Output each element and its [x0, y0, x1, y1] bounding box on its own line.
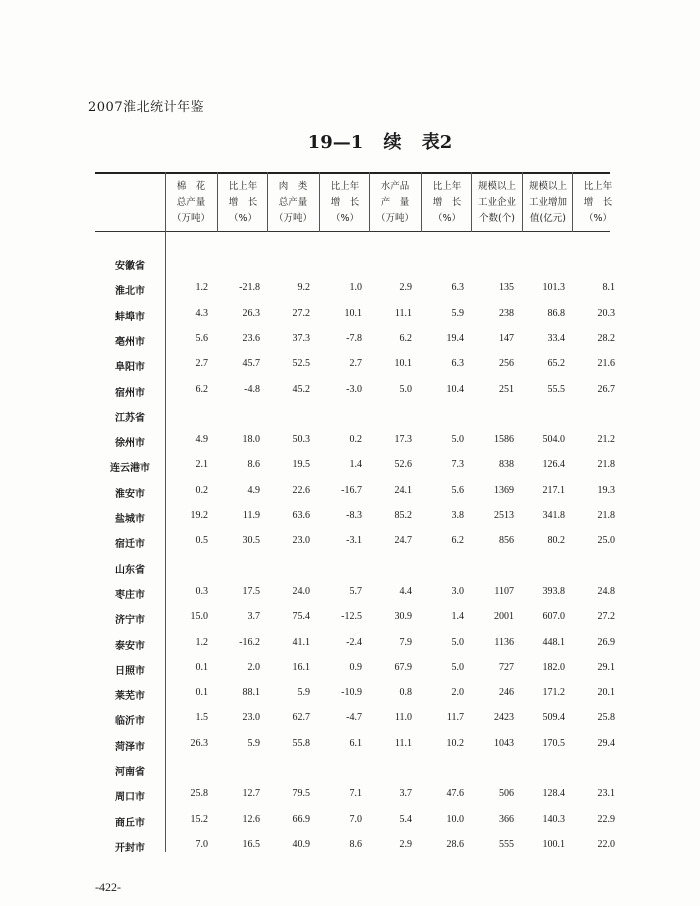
table-cell: 19.4 — [446, 332, 464, 344]
table-cell: 1.4 — [451, 611, 464, 623]
table-cell: 33.4 — [547, 332, 565, 344]
table-cell: -7.8 — [346, 332, 362, 344]
table-row — [95, 282, 615, 302]
table-cell: -10.9 — [341, 687, 362, 699]
table-cell: 26.3 — [190, 737, 208, 749]
table-cell: -2.4 — [346, 636, 362, 648]
table-cell: 85.2 — [394, 510, 412, 521]
table-cell: 8.6 — [247, 459, 260, 471]
table-row — [95, 788, 615, 808]
column-header-line: 棉 花 — [176, 181, 206, 192]
column-header — [320, 179, 370, 229]
table-cell: 171.2 — [542, 687, 565, 699]
table-cell: 1.4 — [349, 459, 362, 471]
table-row — [95, 510, 615, 530]
table-cell: 509.4 — [542, 712, 565, 724]
table-cell: 27.2 — [292, 307, 310, 319]
province-row — [95, 257, 610, 277]
city-label: 淮北市 — [115, 286, 145, 298]
table-cell: 2.9 — [399, 838, 412, 850]
city-label: 宿州市 — [115, 387, 145, 399]
table-cell: 182.0 — [542, 661, 565, 673]
table-row — [95, 484, 615, 505]
column-header-line: 增 长 — [330, 197, 360, 208]
table-cell: 2.1 — [195, 459, 208, 471]
province-label: 河南省 — [115, 767, 145, 778]
table-cell: 26.3 — [242, 307, 260, 319]
column-header-line: 增 长 — [228, 197, 258, 208]
table-cell: 2001 — [494, 611, 514, 623]
table-cell: 66.9 — [292, 813, 310, 825]
table-cell: -8.3 — [346, 510, 362, 521]
table-cell: 135 — [499, 282, 514, 294]
table-row — [95, 535, 615, 555]
table-cell: 341.8 — [542, 510, 565, 521]
table-cell: 5.6 — [195, 332, 208, 344]
table-cell: 16.1 — [292, 661, 310, 673]
table-cell: 30.9 — [394, 611, 412, 623]
table-cell: -16.2 — [239, 636, 260, 648]
table-cell: -12.5 — [341, 611, 362, 623]
table-cell: 366 — [499, 813, 514, 825]
table-cell: 37.3 — [292, 332, 310, 344]
city-label: 泰安市 — [115, 640, 145, 652]
city-label: 亳州市 — [115, 336, 145, 348]
table-cell: 79.5 — [292, 788, 310, 800]
table-row — [95, 838, 615, 859]
table-top-rule — [95, 172, 610, 174]
table-row — [95, 358, 615, 378]
table-cell: 4.3 — [195, 307, 208, 319]
table-cell: 41.1 — [292, 636, 310, 648]
table-cell: 448.1 — [542, 636, 565, 648]
column-header-line: （万吨） — [273, 213, 312, 224]
column-header-line: （%） — [330, 213, 360, 224]
table-cell: 25.0 — [597, 535, 615, 547]
table-cell: 10.4 — [446, 383, 464, 395]
city-label: 商丘市 — [115, 817, 145, 829]
table-cell: 26.9 — [597, 636, 615, 648]
table-cell: -16.7 — [341, 484, 362, 496]
table-cell: 7.3 — [451, 459, 464, 471]
table-cell: 21.8 — [597, 510, 615, 521]
table-header-rule — [95, 231, 610, 232]
table-cell: 3.7 — [399, 788, 412, 800]
table-cell: 20.1 — [597, 687, 615, 699]
table-cell: 16.5 — [242, 838, 260, 850]
table-cell: 17.3 — [394, 434, 412, 446]
table-cell: 126.4 — [542, 459, 565, 471]
table-row — [95, 307, 615, 328]
table-cell: 22.6 — [292, 484, 310, 496]
table-cell: 22.0 — [597, 838, 615, 850]
table-cell: 2.0 — [247, 661, 260, 673]
table-cell: 504.0 — [542, 434, 565, 446]
city-label: 莱芜市 — [115, 691, 145, 703]
city-label: 菏泽市 — [115, 741, 145, 753]
table-cell: 10.0 — [446, 813, 464, 825]
table-cell: 5.4 — [399, 813, 412, 825]
table-cell: 2.9 — [399, 282, 412, 294]
table-cell: 147 — [499, 332, 514, 344]
table-cell: 88.1 — [242, 687, 260, 699]
table-cell: 6.2 — [195, 383, 208, 395]
table-row — [95, 737, 615, 758]
table-cell: 727 — [499, 661, 514, 673]
province-label: 江苏省 — [115, 412, 145, 424]
table-cell: 5.9 — [247, 737, 260, 749]
city-label: 淮安市 — [115, 488, 145, 500]
column-header-line: 产 量 — [380, 197, 410, 208]
page-number: -422- — [95, 880, 121, 894]
table-cell: 10.1 — [344, 307, 362, 319]
column-header-line: （%） — [228, 213, 258, 224]
city-label: 盐城市 — [115, 514, 145, 525]
table-cell: 101.3 — [542, 282, 565, 294]
table-cell: 23.0 — [292, 535, 310, 547]
table-cell: 29.1 — [597, 661, 615, 673]
table-cell: 24.1 — [394, 484, 412, 496]
table-cell: 4.4 — [399, 585, 412, 597]
city-label: 枣庄市 — [115, 589, 145, 601]
table-cell: 20.3 — [597, 307, 615, 319]
table-cell: 19.3 — [597, 484, 615, 496]
table-cell: 5.0 — [451, 434, 464, 446]
table-cell: 555 — [499, 838, 514, 850]
table-cell: -3.0 — [346, 383, 362, 395]
table-cell: 1.2 — [195, 282, 208, 294]
column-header-line: 比上年 — [228, 181, 258, 192]
table-cell: 2.0 — [451, 687, 464, 699]
column-header-line: 个数(个) — [479, 213, 515, 224]
column-header-line: 总产量 — [176, 197, 206, 208]
city-label: 连云港市 — [110, 463, 150, 475]
table-cell: 251 — [499, 383, 514, 395]
table-cell: 1043 — [494, 737, 514, 749]
table-cell: 0.2 — [195, 484, 208, 496]
column-header — [166, 179, 216, 229]
table-cell: 15.2 — [190, 813, 208, 825]
province-row — [95, 763, 610, 783]
table-cell: 10.2 — [446, 737, 464, 749]
table-cell: 24.8 — [597, 585, 615, 597]
table-cell: 856 — [499, 535, 514, 547]
table-cell: 1107 — [494, 585, 514, 597]
table-cell: 1586 — [494, 434, 514, 446]
table-cell: 22.9 — [597, 813, 615, 825]
table-cell: 5.7 — [349, 585, 362, 597]
table-cell: 506 — [499, 788, 514, 800]
column-header-line: （%） — [583, 213, 613, 224]
column-header-line: （%） — [432, 213, 462, 224]
table-cell: 5.0 — [451, 636, 464, 648]
table-cell: 24.0 — [292, 585, 310, 597]
column-header-line: 规模以上 — [477, 181, 516, 192]
column-header-line: 比上年 — [432, 181, 462, 192]
table-cell: 45.2 — [292, 383, 310, 395]
table-cell: 25.8 — [190, 788, 208, 800]
column-header — [218, 179, 268, 229]
table-cell: 28.2 — [597, 332, 615, 344]
table-cell: 4.9 — [195, 434, 208, 446]
table-cell: 3.0 — [451, 585, 464, 597]
table-cell: 26.7 — [597, 383, 615, 395]
table-row — [95, 611, 615, 631]
table-cell: 5.0 — [451, 661, 464, 673]
province-label: 安徽省 — [115, 261, 145, 272]
table-cell: 3.7 — [247, 611, 260, 623]
table-cell: 7.9 — [399, 636, 412, 648]
table-cell: 607.0 — [542, 611, 565, 623]
table-cell: 170.5 — [542, 737, 565, 749]
table-cell: 3.8 — [451, 510, 464, 521]
table-cell: 0.2 — [349, 434, 362, 446]
city-label: 阜阳市 — [115, 362, 145, 374]
table-cell: 11.9 — [242, 510, 260, 521]
column-header-line: 比上年 — [583, 181, 613, 192]
table-cell: 17.5 — [242, 585, 260, 597]
table-cell: 2513 — [494, 510, 514, 521]
table-row — [95, 383, 615, 404]
table-cell: 40.9 — [292, 838, 310, 850]
table-cell: 7.1 — [349, 788, 362, 800]
city-label: 日照市 — [115, 665, 145, 677]
table-row — [95, 661, 615, 682]
table-cell: 1.0 — [349, 282, 362, 294]
table-cell: 65.2 — [547, 358, 565, 370]
table-cell: 75.4 — [292, 611, 310, 623]
table-cell: 18.0 — [242, 434, 260, 446]
table-cell: 1.2 — [195, 636, 208, 648]
table-cell: 1136 — [494, 636, 514, 648]
table-cell: 128.4 — [542, 788, 565, 800]
table-cell: 7.0 — [195, 838, 208, 850]
table-cell: 5.9 — [297, 687, 310, 699]
table-cell: 21.6 — [597, 358, 615, 370]
table-cell: 80.2 — [547, 535, 565, 547]
table-cell: 0.3 — [195, 585, 208, 597]
table-cell: 0.8 — [399, 687, 412, 699]
table-cell: 67.9 — [394, 661, 412, 673]
table-cell: 238 — [499, 307, 514, 319]
table-cell: 52.6 — [394, 459, 412, 471]
table-cell: 63.6 — [292, 510, 310, 521]
table-cell: 28.6 — [446, 838, 464, 850]
table-cell: 23.0 — [242, 712, 260, 724]
city-label: 周口市 — [115, 792, 145, 804]
city-label: 蚌埠市 — [115, 311, 145, 323]
city-label: 徐州市 — [115, 438, 145, 450]
table-cell: 29.4 — [597, 737, 615, 749]
table-cell: 30.5 — [242, 535, 260, 547]
table-cell: 393.8 — [542, 585, 565, 597]
table-row — [95, 712, 615, 732]
table-cell: 838 — [499, 459, 514, 471]
table-cell: 19.2 — [190, 510, 208, 521]
table-row — [95, 687, 615, 707]
column-header-line: 总产量 — [278, 197, 308, 208]
table-cell: 21.8 — [597, 459, 615, 471]
table-cell: 23.6 — [242, 332, 260, 344]
province-row — [95, 561, 610, 581]
table-cell: -3.1 — [346, 535, 362, 547]
table-cell: 8.1 — [602, 282, 615, 294]
column-header — [472, 179, 522, 229]
table-row — [95, 459, 615, 479]
table-cell: 256 — [499, 358, 514, 370]
table-title: 19—1 续 表2 — [307, 132, 453, 153]
table-cell: 2423 — [494, 712, 514, 724]
column-header-line: 工业增加 — [528, 197, 567, 208]
table-cell: 55.8 — [292, 737, 310, 749]
table-cell: 62.7 — [292, 712, 310, 724]
table-cell: 7.0 — [349, 813, 362, 825]
table-cell: 11.0 — [394, 712, 412, 724]
column-header-line: 值(亿元) — [530, 213, 566, 224]
table-cell: 12.7 — [242, 788, 260, 800]
column-header — [268, 179, 318, 229]
column-header-line: 水产品 — [380, 181, 410, 192]
column-header-line: 增 长 — [583, 197, 613, 208]
table-cell: 15.0 — [190, 611, 208, 623]
column-header — [370, 179, 420, 229]
table-cell: 5.6 — [451, 484, 464, 496]
table-cell: 47.6 — [446, 788, 464, 800]
table-cell: 6.2 — [399, 332, 412, 344]
table-row — [95, 813, 615, 834]
table-cell: 0.1 — [195, 661, 208, 673]
table-cell: 6.2 — [451, 535, 464, 547]
column-header-line: （万吨） — [171, 213, 210, 224]
table-cell: 21.2 — [597, 434, 615, 446]
table-cell: 12.6 — [242, 813, 260, 825]
table-cell: 11.1 — [394, 737, 412, 749]
table-cell: 6.1 — [349, 737, 362, 749]
table-cell: 9.2 — [297, 282, 310, 294]
column-header — [422, 179, 472, 229]
running-header: 2007淮北统计年鉴 — [88, 100, 205, 115]
column-header-line: 规模以上 — [528, 181, 567, 192]
table-row — [95, 434, 615, 454]
table-cell: -4.7 — [346, 712, 362, 724]
table-cell: 5.9 — [451, 307, 464, 319]
table-cell: 50.3 — [292, 434, 310, 446]
city-label: 宿迁市 — [115, 539, 145, 551]
table-row — [95, 332, 615, 353]
column-header-line: 工业企业 — [477, 197, 516, 208]
table-cell: -21.8 — [239, 282, 260, 294]
table-cell: 55.5 — [547, 383, 565, 395]
city-label: 开封市 — [115, 842, 145, 854]
table-cell: 10.1 — [394, 358, 412, 370]
table-cell: -4.8 — [244, 383, 260, 395]
table-cell: 86.8 — [547, 307, 565, 319]
table-cell: 2.7 — [195, 358, 208, 370]
table-cell: 19.5 — [292, 459, 310, 471]
column-header-line: （万吨） — [375, 213, 414, 224]
table-row — [95, 585, 615, 606]
column-header — [573, 179, 623, 229]
table-row — [95, 636, 615, 657]
city-label: 临沂市 — [115, 716, 145, 728]
table-cell: 52.5 — [292, 358, 310, 370]
table-cell: 25.8 — [597, 712, 615, 724]
table-cell: 1369 — [494, 484, 514, 496]
column-header — [523, 179, 573, 229]
table-cell: 1.5 — [195, 712, 208, 724]
table-cell: 2.7 — [349, 358, 362, 370]
table-cell: 100.1 — [542, 838, 565, 850]
table-cell: 8.6 — [349, 838, 362, 850]
table-cell: 45.7 — [242, 358, 260, 370]
table-cell: 217.1 — [542, 484, 565, 496]
table-cell: 6.3 — [451, 282, 464, 294]
table-cell: 11.7 — [446, 712, 464, 724]
table-cell: 11.1 — [394, 307, 412, 319]
column-header-line: 比上年 — [330, 181, 360, 192]
city-label: 济宁市 — [115, 615, 145, 627]
table-cell: 4.9 — [247, 484, 260, 496]
table-cell: 246 — [499, 687, 514, 699]
table-cell: 27.2 — [597, 611, 615, 623]
column-header-line: 肉 类 — [278, 181, 308, 192]
table-cell: 23.1 — [597, 788, 615, 800]
province-row — [95, 409, 610, 429]
table-cell: 0.9 — [349, 661, 362, 673]
table-cell: 140.3 — [542, 813, 565, 825]
table-cell: 5.0 — [399, 383, 412, 395]
table-cell: 24.7 — [394, 535, 412, 547]
province-label: 山东省 — [115, 564, 145, 576]
column-header-line: 增 长 — [432, 197, 462, 208]
table-cell: 6.3 — [451, 358, 464, 370]
table-cell: 0.5 — [195, 535, 208, 547]
table-cell: 0.1 — [195, 687, 208, 699]
